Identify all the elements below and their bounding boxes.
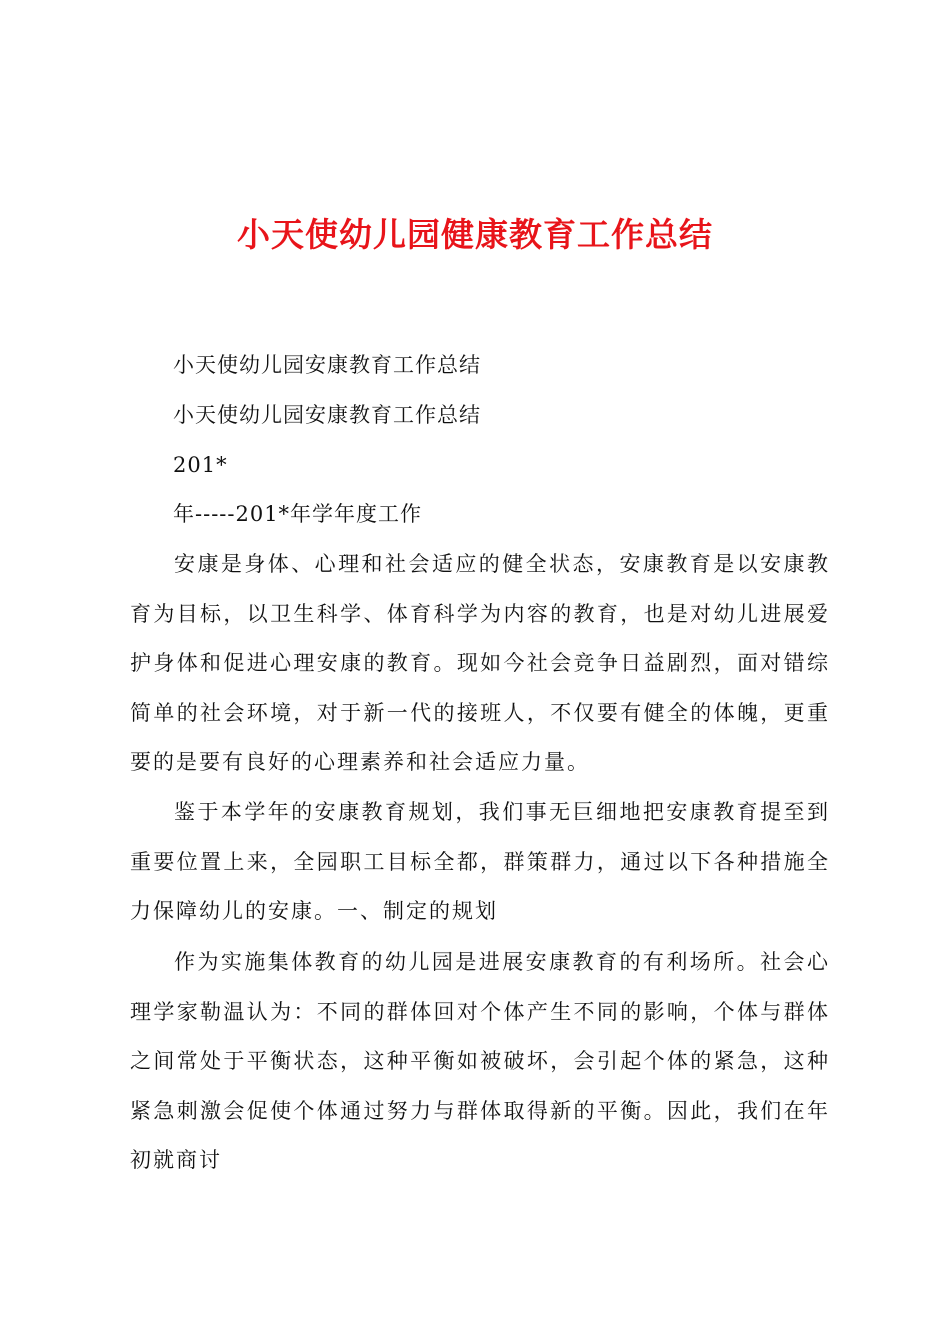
paragraph-1: 安康是身体、心理和社会适应的健全状态，安康教育是以安康教育为目标，以卫生科学、体育科学为内容的教育，也是对幼儿进展爱护身体和促进心理安康的教育。现如今社会竞争日益剧烈，面对错综简单的社会环境，对于新一代的接班人，不仅要有健全的体魄，更重要的是要有良好的心理素养和社会适应力量。 <box>130 552 830 774</box>
paragraph-3: 作为实施集体教育的幼儿园是进展安康教育的有利场所。社会心理学家勒温认为：不同的群体回对个体产生不同的影响，个体与群体之间常处于平衡状态，这种平衡如被破坏，会引起个体的紧急，这种紧急刺激会促使个体通过努力与群体取得新的平衡。因此，我们在年初就商讨 <box>130 950 830 1172</box>
document-title: 小天使幼儿园健康教育工作总结 <box>237 215 713 254</box>
subtitle-line-2: 小天使幼儿园安康教育工作总结 <box>173 403 481 427</box>
paragraph-2: 鉴于本学年的安康教育规划，我们事无巨细地把安康教育提至到重要位置上来，全园职工目标全都，群策群力，通过以下各种措施全力保障幼儿的安康。一、制定的规划 <box>130 800 830 923</box>
school-year-line: 年-----201*年学年度工作 <box>173 502 423 526</box>
subtitle-line-1: 小天使幼儿园安康教育工作总结 <box>173 353 481 377</box>
year-line: 201* <box>173 453 228 477</box>
